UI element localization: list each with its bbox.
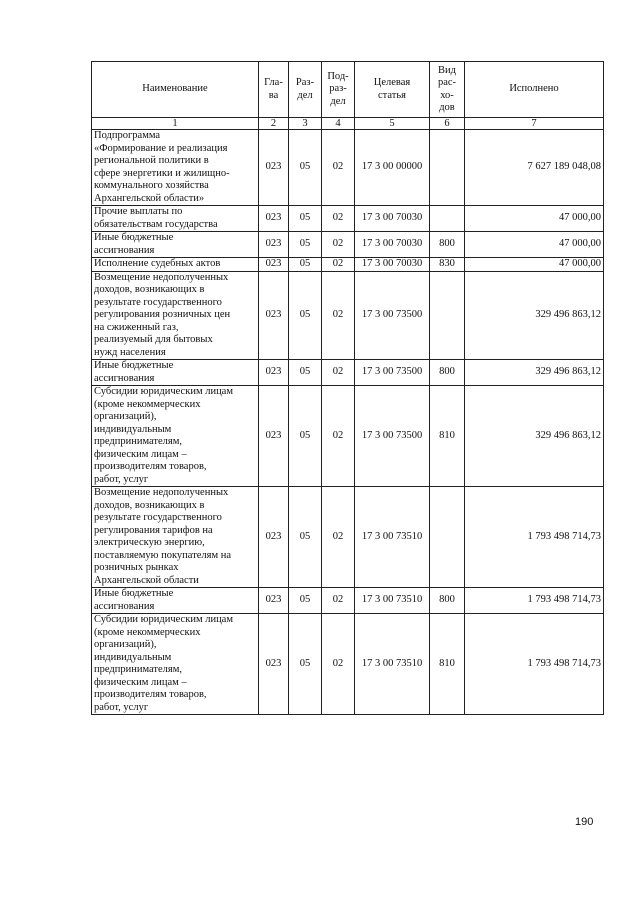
row-glava-cell: 023 bbox=[259, 487, 289, 588]
row-name-cell: Возмещение недополученных доходов, возникающих в результате государственного регулирования розничных цен на сжиженный газ, реализуемый для бытовых нужд населения bbox=[92, 271, 259, 360]
header-row bbox=[92, 62, 604, 118]
row-podrazdel-cell: 02 bbox=[322, 614, 355, 715]
table-row bbox=[92, 386, 604, 487]
row-podrazdel-cell: 02 bbox=[322, 232, 355, 258]
row-podrazdel-cell: 02 bbox=[322, 487, 355, 588]
row-ispolneno-cell: 7 627 189 048,08 bbox=[465, 130, 604, 206]
row-celevaya-statya-cell: 17 3 00 73510 bbox=[355, 588, 430, 614]
row-glava-cell: 023 bbox=[259, 130, 289, 206]
column-number: 6 bbox=[430, 118, 465, 130]
table-row bbox=[92, 487, 604, 588]
header-glava: Гла- ва bbox=[259, 62, 289, 118]
table-row bbox=[92, 271, 604, 360]
table-row bbox=[92, 588, 604, 614]
row-name-cell: Субсидии юридическим лицам (кроме некоммерческих организаций), индивидуальным предпринимателям, физическим лицам – производителям товаров, работ, услуг bbox=[92, 614, 259, 715]
row-razdel-cell: 05 bbox=[289, 614, 322, 715]
row-podrazdel-cell: 02 bbox=[322, 386, 355, 487]
row-name-cell: Исполнение судебных актов bbox=[92, 258, 259, 272]
row-razdel-cell: 05 bbox=[289, 258, 322, 272]
table-row bbox=[92, 130, 604, 206]
header-podrazdel: Под- раз- дел bbox=[322, 62, 355, 118]
header-razdel: Раз- дел bbox=[289, 62, 322, 118]
table-row bbox=[92, 206, 604, 232]
row-glava-cell: 023 bbox=[259, 614, 289, 715]
row-name-cell: Иные бюджетные ассигнования bbox=[92, 588, 259, 614]
row-razdel-cell: 05 bbox=[289, 386, 322, 487]
column-number: 7 bbox=[465, 118, 604, 130]
row-ispolneno-cell: 1 793 498 714,73 bbox=[465, 487, 604, 588]
row-podrazdel-cell: 02 bbox=[322, 271, 355, 360]
row-ispolneno-cell: 329 496 863,12 bbox=[465, 360, 604, 386]
header-celevaya-statya: Целевая статья bbox=[355, 62, 430, 118]
table-row bbox=[92, 360, 604, 386]
row-celevaya-statya-cell: 17 3 00 70030 bbox=[355, 232, 430, 258]
row-razdel-cell: 05 bbox=[289, 360, 322, 386]
table-row bbox=[92, 614, 604, 715]
column-number: 1 bbox=[92, 118, 259, 130]
row-ispolneno-cell: 47 000,00 bbox=[465, 258, 604, 272]
row-podrazdel-cell: 02 bbox=[322, 206, 355, 232]
row-vid-rashodov-cell: 810 bbox=[430, 386, 465, 487]
row-vid-rashodov-cell bbox=[430, 206, 465, 232]
row-glava-cell: 023 bbox=[259, 258, 289, 272]
page-number: 190 bbox=[575, 816, 594, 828]
row-glava-cell: 023 bbox=[259, 386, 289, 487]
row-name-cell: Субсидии юридическим лицам (кроме некоммерческих организаций), индивидуальным предпринимателям, физическим лицам – производителям товаров, работ, услуг bbox=[92, 386, 259, 487]
row-celevaya-statya-cell: 17 3 00 70030 bbox=[355, 206, 430, 232]
row-podrazdel-cell: 02 bbox=[322, 360, 355, 386]
row-vid-rashodov-cell: 810 bbox=[430, 614, 465, 715]
row-celevaya-statya-cell: 17 3 00 73510 bbox=[355, 614, 430, 715]
row-razdel-cell: 05 bbox=[289, 588, 322, 614]
row-glava-cell: 023 bbox=[259, 588, 289, 614]
row-glava-cell: 023 bbox=[259, 360, 289, 386]
column-number: 2 bbox=[259, 118, 289, 130]
table-row bbox=[92, 258, 604, 272]
row-celevaya-statya-cell: 17 3 00 73500 bbox=[355, 360, 430, 386]
column-number: 4 bbox=[322, 118, 355, 130]
row-vid-rashodov-cell bbox=[430, 487, 465, 588]
row-name-cell: Прочие выплаты по обязательствам государства bbox=[92, 206, 259, 232]
row-ispolneno-cell: 47 000,00 bbox=[465, 232, 604, 258]
row-ispolneno-cell: 47 000,00 bbox=[465, 206, 604, 232]
row-ispolneno-cell: 1 793 498 714,73 bbox=[465, 588, 604, 614]
row-glava-cell: 023 bbox=[259, 271, 289, 360]
row-razdel-cell: 05 bbox=[289, 271, 322, 360]
row-razdel-cell: 05 bbox=[289, 130, 322, 206]
header-vid-rashodov: Вид рас- хо- дов bbox=[430, 62, 465, 118]
row-podrazdel-cell: 02 bbox=[322, 130, 355, 206]
row-name-cell: Иные бюджетные ассигнования bbox=[92, 232, 259, 258]
row-name-cell: Подпрограмма «Формирование и реализация региональной политики в сфере энергетики и жилищно- коммунального хозяйства Архангельской области» bbox=[92, 130, 259, 206]
row-podrazdel-cell: 02 bbox=[322, 258, 355, 272]
row-celevaya-statya-cell: 17 3 00 00000 bbox=[355, 130, 430, 206]
row-podrazdel-cell: 02 bbox=[322, 588, 355, 614]
row-vid-rashodov-cell bbox=[430, 130, 465, 206]
row-razdel-cell: 05 bbox=[289, 206, 322, 232]
row-ispolneno-cell: 329 496 863,12 bbox=[465, 386, 604, 487]
row-celevaya-statya-cell: 17 3 00 70030 bbox=[355, 258, 430, 272]
header-ispolneno: Исполнено bbox=[465, 62, 604, 118]
table-row bbox=[92, 232, 604, 258]
row-celevaya-statya-cell: 17 3 00 73500 bbox=[355, 271, 430, 360]
row-vid-rashodov-cell bbox=[430, 271, 465, 360]
row-celevaya-statya-cell: 17 3 00 73500 bbox=[355, 386, 430, 487]
row-ispolneno-cell: 1 793 498 714,73 bbox=[465, 614, 604, 715]
row-razdel-cell: 05 bbox=[289, 232, 322, 258]
row-vid-rashodov-cell: 830 bbox=[430, 258, 465, 272]
row-razdel-cell: 05 bbox=[289, 487, 322, 588]
row-celevaya-statya-cell: 17 3 00 73510 bbox=[355, 487, 430, 588]
column-number: 5 bbox=[355, 118, 430, 130]
budget-table bbox=[91, 61, 604, 715]
row-vid-rashodov-cell: 800 bbox=[430, 232, 465, 258]
row-glava-cell: 023 bbox=[259, 206, 289, 232]
column-number: 3 bbox=[289, 118, 322, 130]
row-vid-rashodov-cell: 800 bbox=[430, 588, 465, 614]
row-vid-rashodov-cell: 800 bbox=[430, 360, 465, 386]
row-name-cell: Иные бюджетные ассигнования bbox=[92, 360, 259, 386]
row-ispolneno-cell: 329 496 863,12 bbox=[465, 271, 604, 360]
row-glava-cell: 023 bbox=[259, 232, 289, 258]
row-name-cell: Возмещение недополученных доходов, возникающих в результате государственного регулирования тарифов на электрическую энергию, поставляемую покупателям на розничных рынках Архангельской области bbox=[92, 487, 259, 588]
column-number-row bbox=[92, 118, 604, 130]
header-name: Наименование bbox=[92, 62, 259, 118]
